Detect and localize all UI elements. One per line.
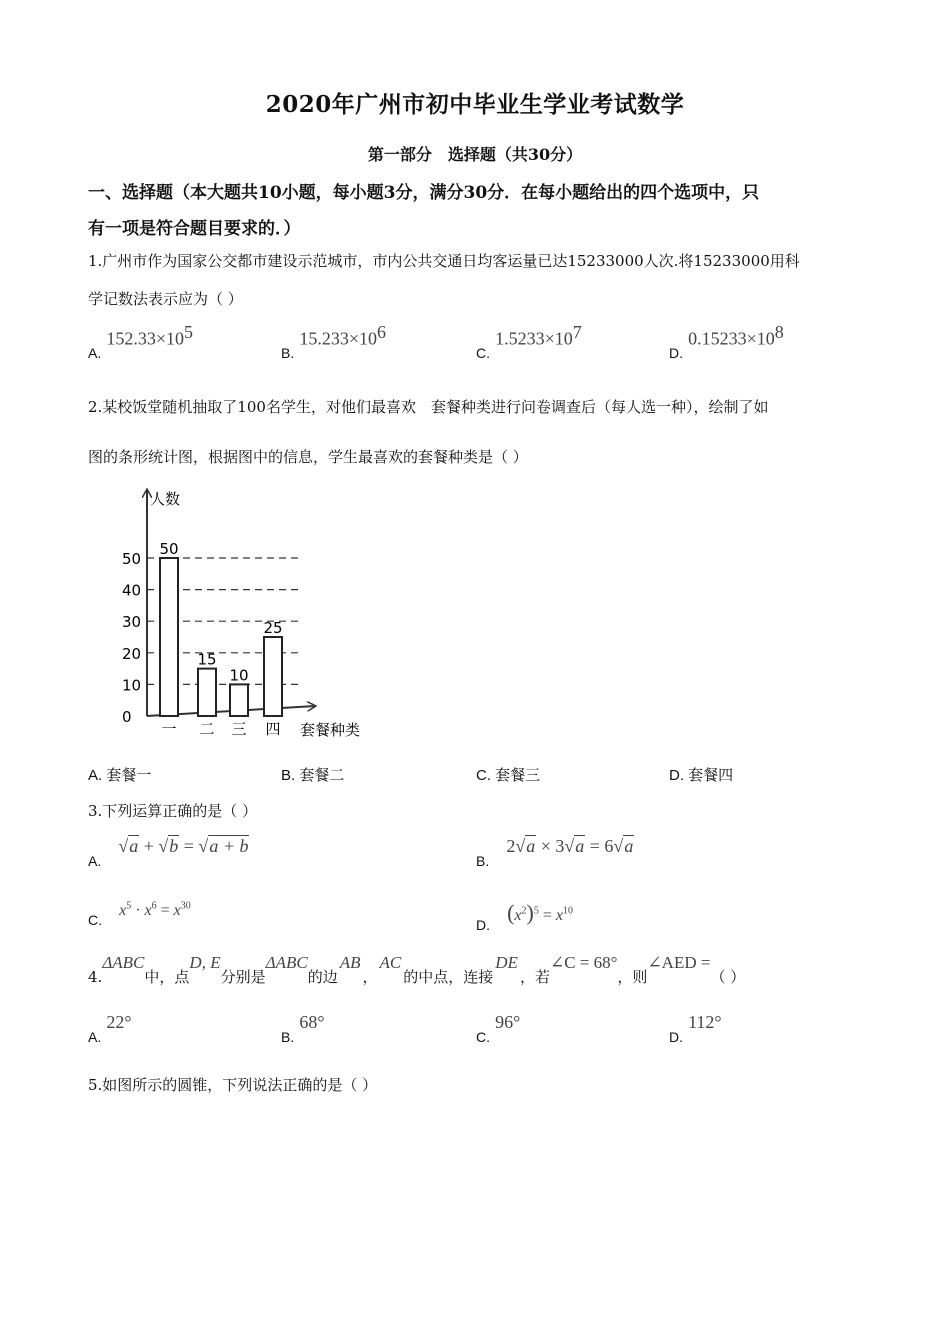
q4-option-c: C. 96° xyxy=(476,1012,521,1045)
q2-stem-line2: 图的条形统计图，根据图中的信息，学生最喜欢的套餐种类是（ ） xyxy=(88,448,528,466)
bar-value-label: 50 xyxy=(159,540,179,558)
y-tick-label: 50 xyxy=(122,550,142,568)
q1-option-b: B. $15.233\times 10^6$ xyxy=(281,322,386,362)
q2-option-a: A. 套餐一 xyxy=(88,767,152,784)
category-label: 二 xyxy=(199,720,215,738)
q1-stem-line2: 学记数法表示应为（ ） xyxy=(88,290,243,308)
q4-stem: 4.ΔABC中，点D, E分别是ΔABC的边AB，AC的中点，连接DE，若∠C = 68°，则∠AED =（ ） xyxy=(88,953,746,986)
q2-option-c: C. 套餐三 xyxy=(476,767,541,784)
bar-value-label: 15 xyxy=(197,650,217,669)
q1-option-c: C. $1.5233\times 10^7$ xyxy=(476,322,582,362)
part-heading: 第一部分 选择题（共30分） xyxy=(367,145,583,164)
q4-option-b: B. 68° xyxy=(281,1012,325,1045)
bar xyxy=(230,684,248,716)
q3-option-c: C. $x^5 \cdot x^6 = x^{30}$ xyxy=(88,900,191,928)
bar xyxy=(264,637,282,716)
q3-option-b: B. 2√a × 3√a = 6√a xyxy=(476,836,634,869)
q2-option-b: B. 套餐二 xyxy=(281,767,345,784)
bar xyxy=(160,558,178,716)
bar xyxy=(198,669,216,716)
category-label: 一 xyxy=(161,720,177,738)
y-axis-label: 人数 xyxy=(150,490,181,508)
bar-value-label: 10 xyxy=(229,666,249,685)
q5-stem: 5.如图所示的圆锥，下列说法正确的是（ ） xyxy=(88,1076,378,1094)
section-heading-line1: 一、选择题（本大题共10小题，每小题3分，满分30分．在每小题给出的四个选项中，只 xyxy=(88,183,760,203)
q2-option-d: D. 套餐四 xyxy=(669,767,734,784)
y-tick-label: 10 xyxy=(122,676,142,695)
category-label: 三 xyxy=(231,720,247,738)
q3-option-a: A. √a + √b = √a + b xyxy=(88,836,249,869)
bar-chart xyxy=(110,480,380,740)
q4-option-d: D. 112° xyxy=(669,1012,722,1045)
category-label: 四 xyxy=(265,720,281,738)
bar-value-label: 25 xyxy=(263,619,283,637)
section-heading-line2: 有一项是符合题目要求的．） xyxy=(88,219,301,239)
y-tick-label: 30 xyxy=(122,613,142,632)
q4-option-a: A. 22° xyxy=(88,1012,132,1045)
q1-option-a: A. $152.33\times 10^5$ xyxy=(88,322,193,362)
y-tick-label: 20 xyxy=(122,644,142,663)
y-tick-label: 40 xyxy=(122,581,142,600)
y-tick-label: 0 xyxy=(122,708,132,726)
q1-option-d: D. $0.15233\times 10^8$ xyxy=(669,322,784,362)
q1-stem-line1: 1.广州市作为国家公交都市建设示范城市，市内公共交通日均客运量已达15233000人次.将15233000用科 xyxy=(88,252,800,270)
q2-stem-line1: 2.某校饭堂随机抽取了100名学生，对他们最喜欢 套餐种类进行问卷调查后（每人选一种），绘制了如 xyxy=(88,398,769,416)
q3-option-d: D. $(x^2)^5 = x^{10}$ xyxy=(476,900,573,933)
q3-stem: 3.下列运算正确的是（ ） xyxy=(88,802,258,820)
x-axis-label: 套餐种类 xyxy=(300,721,361,739)
page-title: 2020年广州市初中毕业生学业考试数学 xyxy=(265,91,685,118)
